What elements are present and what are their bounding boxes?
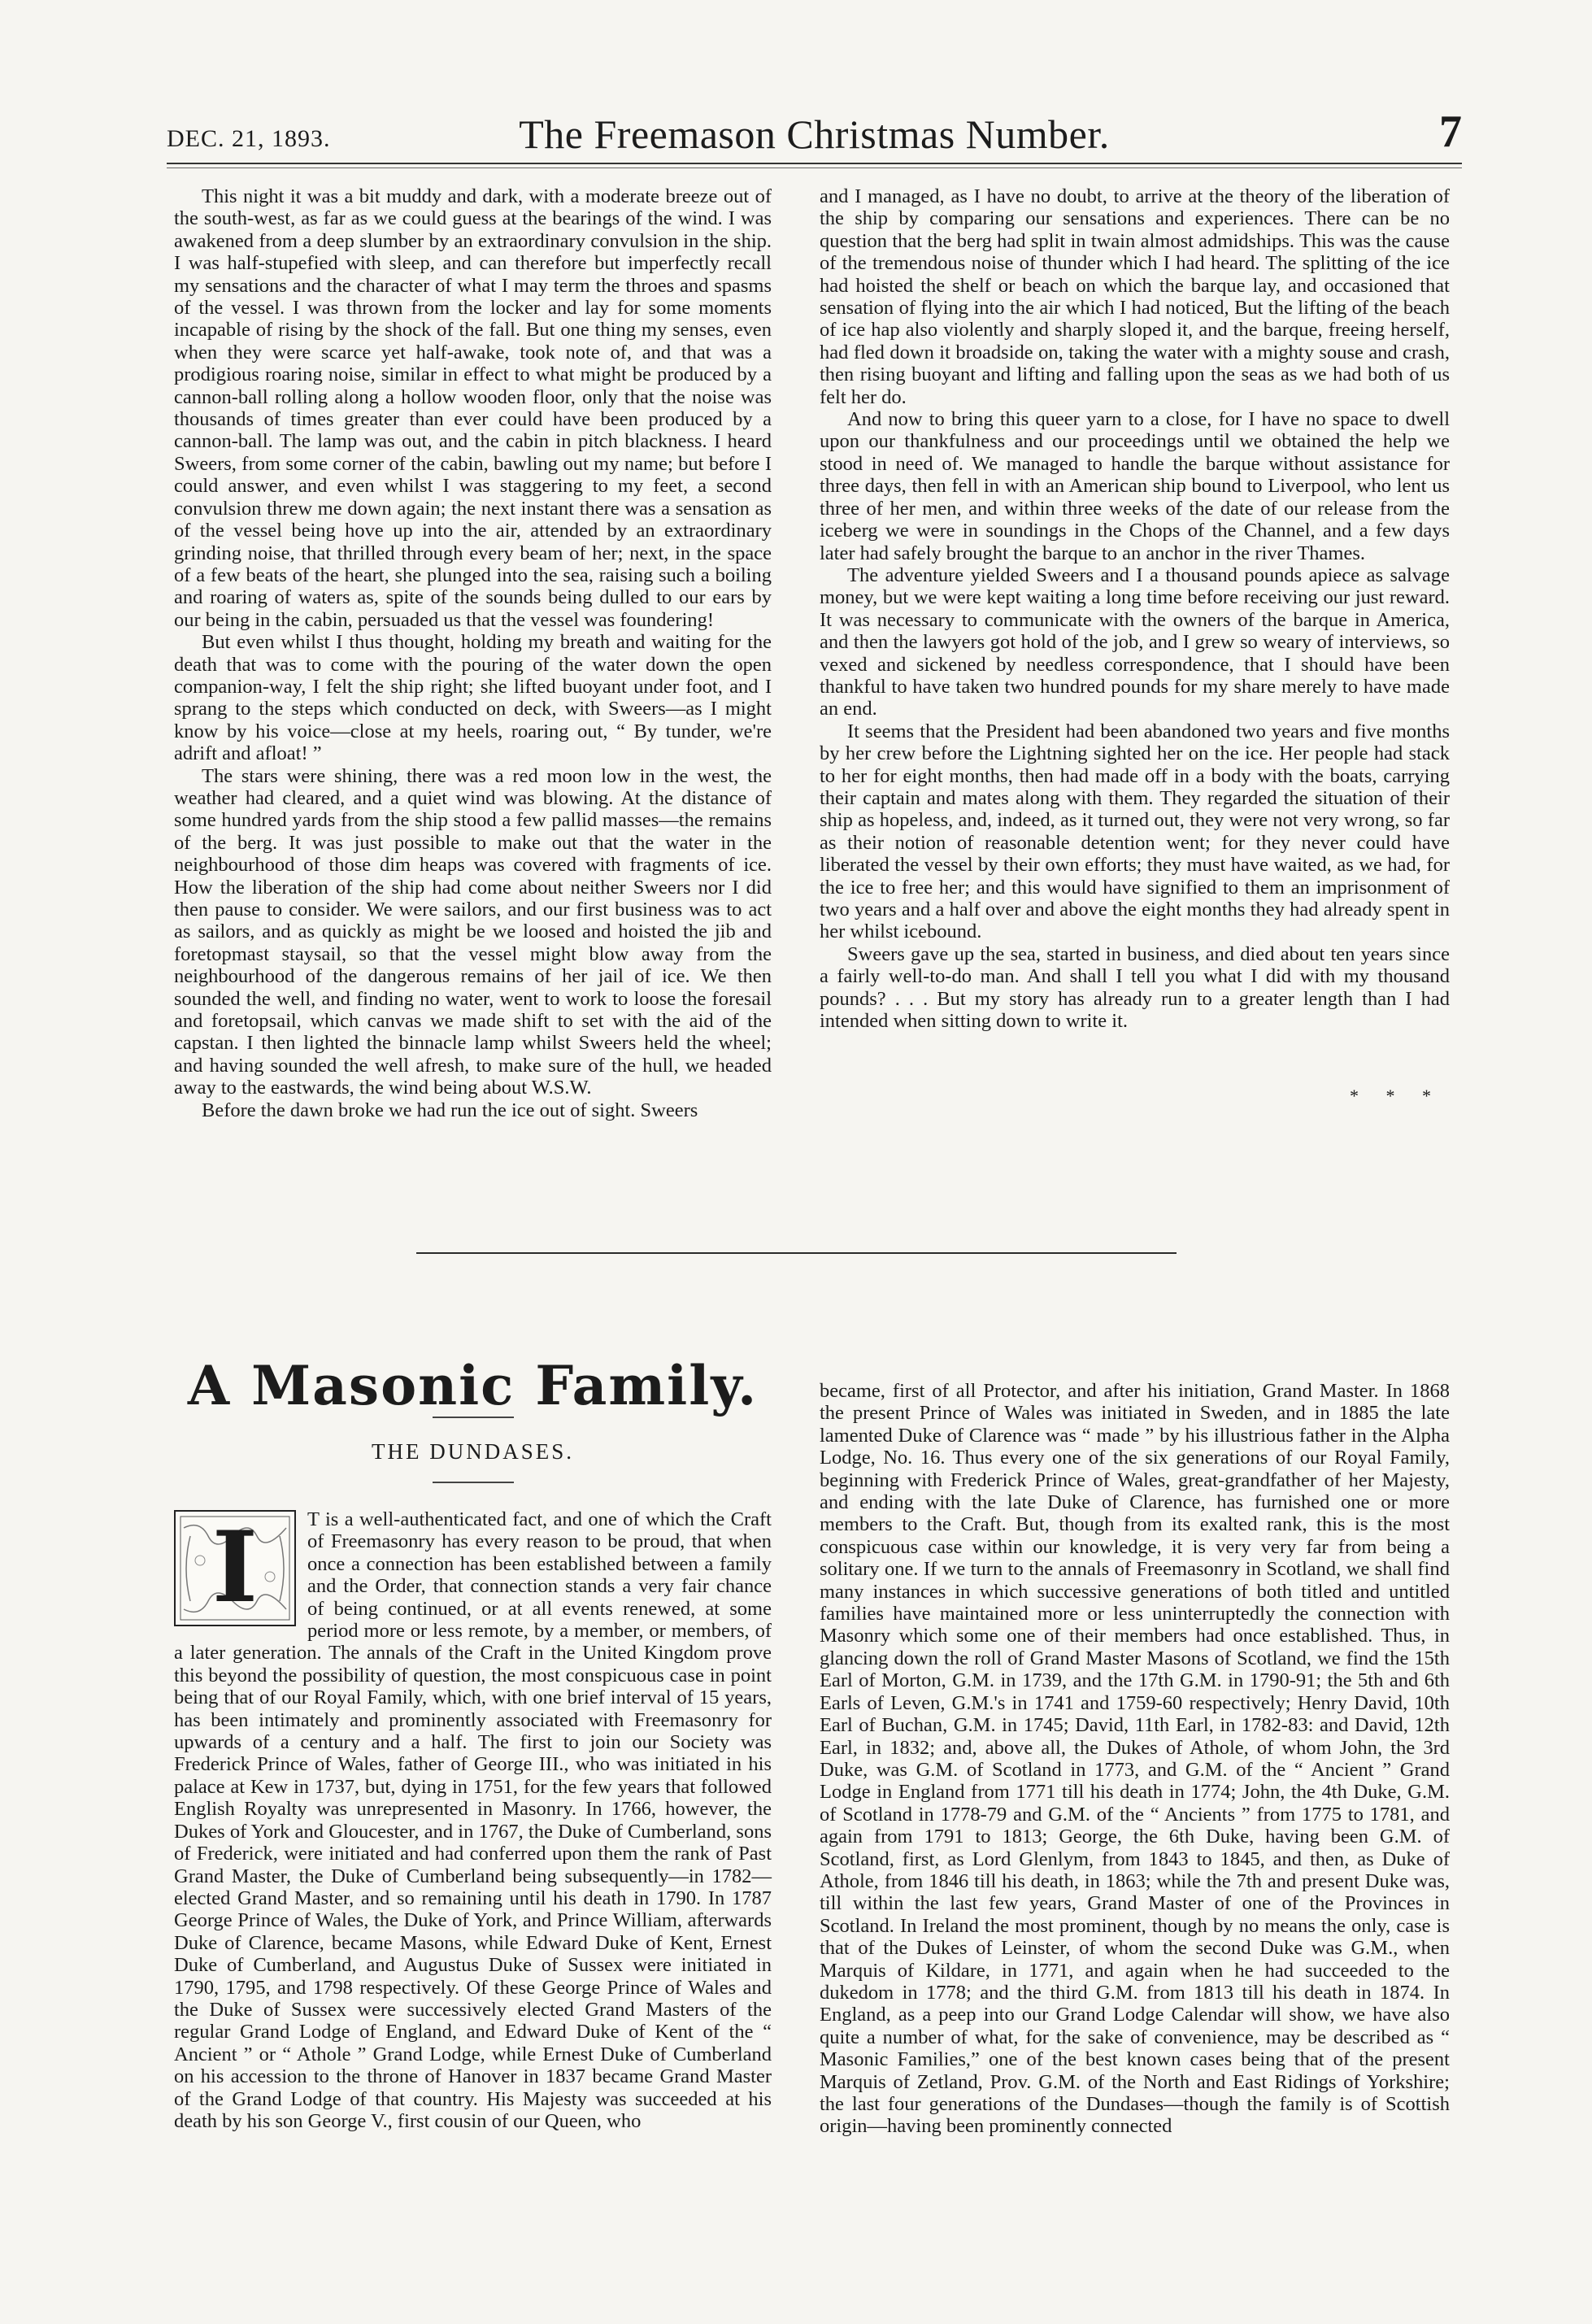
article-right-column (820, 1380, 1450, 2138)
story-left-column (174, 185, 772, 1121)
story-paragraph: It seems that the President had been abandoned two years and five months by her crew before the Lightning sighted her on the ice. Her people had stack to her for eight months, then had made off in a body with the boats, carrying their captain and mates along with them. They regarded the situation of their ship as hopeless, and, indeed, as it turned out, they were not very wrong, so far as their notion of reasonable detention went; for they never could have liberated the vessel by their own efforts; they must have waited, as we had, for the ice to free her; and this would have signified to them an imprisonment of two years and a half over and above the eight months they had already spent in her whilst icebound. (820, 720, 1450, 943)
story-paragraph: and I managed, as I have no doubt, to arrive at the theory of the liberation of the ship by comparing our sensations and experiences. There can be no question that the berg had split in twain almost admidships. This was the cause of the tremendous noise of thunder which I had heard. The splitting of the ice had hoisted the shelf or beach on which the barque lay, and occasioned that sensation of flying into the air which I had noticed, But the lifting of the beach of ice hap also violently and sharply sloped it, and the barque, freeing herself, had fled down it broadside on, taking the water with a mighty souse and crash, then rising buoyant and lifting and falling upon the seas as we had both of us felt her do. (820, 185, 1450, 408)
article-left-column (174, 1508, 772, 2132)
title-rule (433, 1417, 514, 1418)
article-paragraph: became, first of all Protector, and after his initiation, Grand Master. In 1868 the present Prince of Wales was initiated in Sweden, and in 1885 the late lamented Duke of Clarence was “ made ” by his illustrious father in the Alpha Lodge, No. 16. Thus every one of the six generations of our Royal Family, beginning with Frederick Prince of Wales, great-grandfather of her Majesty, and ending with the late Duke of Clarence, has furnished one or more members to the Craft. But, though from its exalted rank, this is the most conspicuous case within our knowledge, it is very very far from being a solitary one. If we turn to the annals of Freemasonry in Scotland, we shall find many instances in which successive generations of both titled and untitled families have maintained more or less uninterruptedly the connection with Masonry which some one of their members had once established. Thus, in glancing down the roll of Grand Master Masons of Scotland, we find the 15th Earl of Morton, G.M. in 1739, and the 17th G.M. in 1790-91; the 5th and 6th Earls of Leven, G.M.'s in 1741 and 1759-60 respectively; Henry David, 10th Earl of Buchan, G.M. in 1745; David, 11th Earl, in 1782-83: and David, 12th Earl, in 1832; and, above all, the Dukes of Athole, of whom John, the 3rd Duke, was G.M. of Scotland in 1773, and G.M. of the “ Ancient ” Grand Lodge in England from 1771 till his death in 1774; John, the 4th Duke, G.M. of Scotland in 1778-79 and G.M. of the “ Ancients ” from 1775 to 1781, and again from 1791 to 1813; George, the 6th Duke, having been G.M. of Scotland, first, as Lord Glenlym, from 1843 to 1845, and then, as Duke of Athole, from 1846 till his death, in 1863; while the 7th and present Duke was, till within the last few years, Grand Master of one of the Provinces in Scotland. In Ireland the most prominent, though by no means the only, case is that of the Dukes of Leinster, of whom the second Duke was G.M., when Marquis of Kildare, in 1771, and again when he had succeeded to the dukedom in 1778; and the third G.M. from 1813 till his death in 1874. In England, as a peep into our Grand Lodge Calendar will show, we have also quite a number of what, for the sake of convenience, may be described as “ Masonic Families,” one of the best known cases being that of the present Marquis of Zetland, Prov. G.M. of the North and East Ridings of Yorkshire; the last four generations of the Dundases—though the family is of Scottish origin—having been prominently connected (820, 1380, 1450, 2138)
section-divider (416, 1252, 1177, 1254)
drop-cap-letter: I (211, 1510, 259, 1625)
story-paragraph: But even whilst I thus thought, holding my breath and waiting for the death that was to come with the pouring of the water down the open companion-way, I felt the ship right; she lifted buoyant under foot, and I sprang to the steps which conducted on deck, with Sweers—as I might know by his voice—close at my heels, roaring out, “ By tunder, we're adrift and afloat! ” (174, 631, 772, 765)
ornamental-drop-cap (174, 1510, 296, 1626)
article-title: A Masonic Family. (187, 1354, 759, 1417)
header-title: The Freemason Christmas Number. (519, 111, 1110, 157)
story-paragraph: Sweers gave up the sea, started in business, and died about ten years since a fairly well-to-do man. And shall I tell you what I did with my thousand pounds? . . . But my story has already run to a greater length than I had intended when sitting down to write it. (820, 942, 1450, 1033)
article-paragraph: T is a well-authenticated fact, and one of which the Craft of Freemasonry has every reason to be proud, that when once a connection has been established between a family and the Order, that connection stands a very fair chance of being continued, or at all events renewed, at some period more or less remote, by a member, or members, of a later generation. The annals of the Craft in the United Kingdom prove this beyond the possibility of question, the most conspicuous case in point being that of our Royal Family, which, with one brief interval of 15 years, has been intimately and prominently associated with Freemasonry for upwards of a century and a half. The first to join our Society was Frederick Prince of Wales, father of George III., who was initiated in his palace at Kew in 1737, but, dying in 1751, for the few years that followed English Royalty was unrepresented in Masonry. In 1766, however, the Dukes of York and Gloucester, and in 1767, the Duke of Cumberland, sons of Frederick, were initiated and had conferred upon them the rank of Past Grand Master, the Duke of Cumberland being subsequently—in 1782—elected Grand Master, and so remaining until his death in 1790. In 1787 George Prince of Wales, the Duke of York, and Prince William, afterwards Duke of Clarence, became Masons, while Edward Duke of Kent, Ernest Duke of Cumberland, and Augustus Duke of Sussex were initiated in 1790, 1795, and 1798 respectively. Of these George Prince of Wales and the Duke of Sussex were successively elected Grand Masters of the regular Grand Lodge of England, and Edward Duke of Kent of the “ Ancient ” or “ Athole ” Grand Lodge, while Ernest Duke of Cumberland on his accession to the throne of Hanover in 1837 became Grand Master of the Grand Lodge of that country. His Majesty was succeeded at his death by his son George V., first cousin of our Queen, who (174, 1508, 772, 2132)
header-rule (167, 163, 1462, 164)
article-subtitle: THE DUNDASES. (371, 1439, 574, 1464)
story-right-column (820, 185, 1450, 1032)
story-paragraph: The adventure yielded Sweers and I a thousand pounds apiece as salvage money, but we were kept waiting a long time before receiving our just reward. It was necessary to communicate with the owners of the barque in America, and then the lawyers got hold of the job, and I grew so weary of interviews, so vexed and sickened by needless correspondence, that I should have been thankful to have taken two hundred pounds for my share merely to have made an end. (820, 564, 1450, 720)
story-paragraph: This night it was a bit muddy and dark, with a moderate breeze out of the south-west, as far as we could guess at the bearings of the wind. I was awakened from a deep slumber by an extraordinary convulsion in the ship. I was half-stupefied with sleep, and can therefore but imperfectly recall my sensations and the character of what I may term the throes and spasms of the vessel. I was thrown from the locker and lay for some moments incapable of rising by the shock of the fall. But one thing my senses, even when they were scarce yet half-awake, took note of, and that was a prodigious roaring noise, similar in effect to what might be produced by a cannon-ball rolling along a hollow wooden floor, only that the noise was thousands of times greater than ever could have been produced by a cannon-ball. The lamp was out, and the cabin in pitch blackness. I heard Sweers, from some corner of the cabin, bawling out my name; but before I could answer, and even whilst I was staggering to my feet, a second convulsion threw me down again; the next instant there was a sensation as of the vessel being hove up into the air, attended by an extraordinary grinding noise, that thrilled through every beam of her; next, in the space of a few beats of the heart, she plunged into the sea, raising such a boiling and roaring of waters as, spite of the sounds being dulled to our ears by our being in the cabin, persuaded us that the vessel was foundering! (174, 185, 772, 631)
page-header (167, 107, 1462, 158)
story-paragraph: And now to bring this queer yarn to a close, for I have no space to dwell upon our thankfulness and our proceedings until we obtained the help we stood in need of. We managed to handle the barque without assistance for three days, then fell in with an American ship bound to Liverpool, who lent us three of her men, and within three weeks of the date of our release from the iceberg we were in soundings in the Chops of the Channel, and a few days later had safely brought the barque to an anchor in the river Thames. (820, 408, 1450, 564)
story-paragraph: The stars were shining, there was a red moon low in the west, the weather had cleared, and a quiet wind was blowing. At the distance of some hundred yards from the ship stood a few pallid masses—the remains of the berg. It was just possible to make out that the water in the neighbourhood of those dim heaps was covered with fragments of ice. How the liberation of the ship had come about neither Sweers nor I did then pause to consider. We were sailors, and our first business was to act as sailors, and as quickly as might be we loosed and hoisted the jib and foretopmast staysail, so that the vessel might blow away from the neighbourhood of the dangerous remains of her jail of ice. We then sounded the well, and finding no water, went to work to loose the foresail and foretopsail, which canvas we made shift to set with the aid of the capstan. I then lighted the binnacle lamp whilst Sweers held the wheel; and having sounded the well afresh, to make sure of the hull, we headed away to the eastwards, the wind being about W.S.W. (174, 764, 772, 1099)
end-of-story-marks: * * * (1350, 1086, 1442, 1106)
page-number: 7 (1439, 107, 1462, 157)
subtitle-rule (433, 1482, 514, 1483)
header-date: DEC. 21, 1893. (167, 125, 331, 152)
story-paragraph: Before the dawn broke we had run the ice out of sight. Sweers (202, 1099, 698, 1121)
